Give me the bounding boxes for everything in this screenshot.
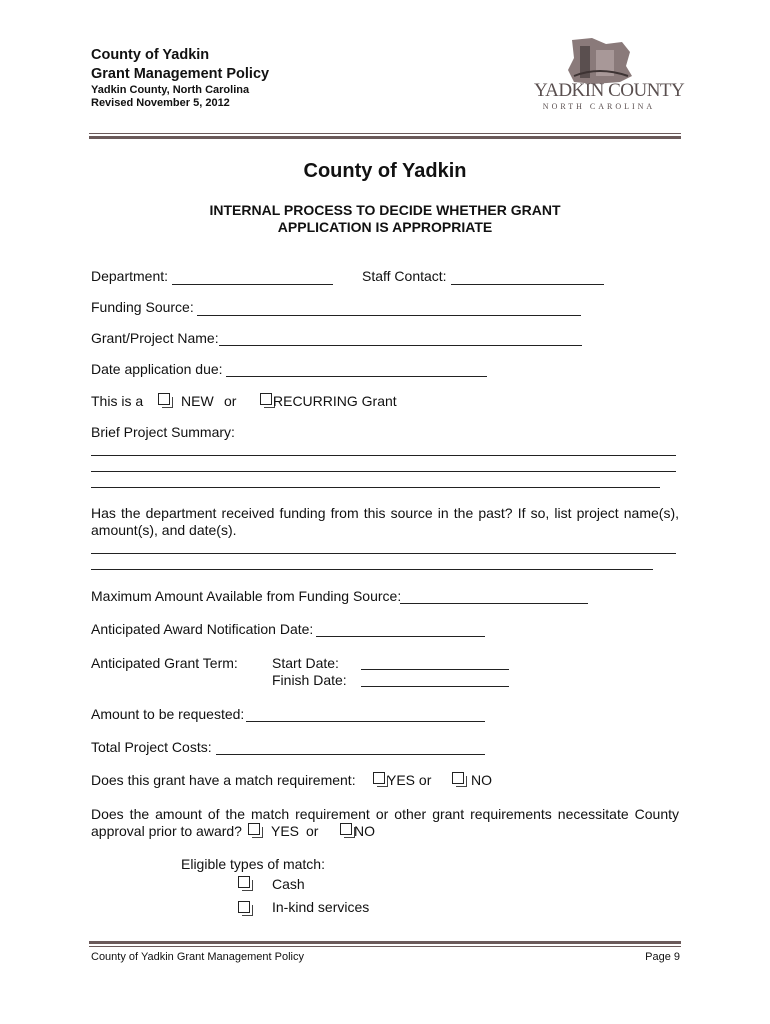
recurring-label: RECURRING Grant: [273, 393, 397, 409]
match-yes-checkbox[interactable]: [373, 772, 385, 784]
recurring-checkbox[interactable]: [260, 393, 272, 405]
page-number: Page 9: [645, 951, 680, 963]
project-name-field[interactable]: [219, 345, 582, 346]
subtitle-line-1: INTERNAL PROCESS TO DECIDE WHETHER GRANT: [209, 202, 561, 218]
or-label: or: [224, 393, 237, 409]
funding-source-field[interactable]: [197, 315, 581, 316]
grant-type-label: This is a: [91, 393, 144, 409]
approval-no-checkbox[interactable]: [340, 823, 352, 835]
in-kind-checkbox[interactable]: [238, 901, 250, 913]
summary-label: Brief Project Summary:: [91, 424, 235, 440]
date-due-field[interactable]: [226, 376, 487, 377]
department-label: Department:: [91, 268, 169, 284]
finish-date-label: Finish Date:: [272, 672, 347, 688]
summary-line-3[interactable]: [91, 487, 660, 488]
total-costs-label: Total Project Costs:: [91, 739, 212, 755]
header-location: Yadkin County, North Carolina: [91, 84, 250, 96]
logo-subtitle: NORTH CAROLINA: [542, 102, 656, 111]
footer-rule-thin: [89, 946, 681, 947]
logo-title: YADKIN COUNTY: [534, 80, 685, 101]
total-costs-field[interactable]: [216, 754, 485, 755]
new-checkbox[interactable]: [158, 393, 170, 405]
max-amount-label: Maximum Amount Available from Funding Source:: [91, 588, 402, 604]
staff-contact-label: Staff Contact:: [362, 268, 447, 284]
match-no-checkbox[interactable]: [452, 772, 464, 784]
match-no-label: NO: [471, 772, 492, 788]
eligible-types-label: Eligible types of match:: [181, 856, 325, 872]
subtitle-line-2: APPLICATION IS APPROPRIATE: [277, 219, 493, 235]
header-revised: Revised November 5, 2012: [91, 97, 230, 109]
in-kind-label: In-kind services: [272, 899, 370, 915]
county-approval-question: [91, 806, 679, 840]
summary-line-2[interactable]: [91, 471, 676, 472]
start-date-field[interactable]: [361, 669, 509, 670]
amount-requested-label: Amount to be requested:: [91, 706, 245, 722]
past-funding-line-2[interactable]: [91, 569, 653, 570]
notification-date-field[interactable]: [316, 636, 485, 637]
header-policy: Grant Management Policy: [91, 66, 270, 82]
funding-source-label: Funding Source:: [91, 299, 194, 315]
grant-term-label: Anticipated Grant Term:: [91, 655, 238, 671]
header-county: County of Yadkin: [91, 47, 210, 63]
new-label: NEW: [181, 393, 214, 409]
max-amount-field[interactable]: [400, 603, 588, 604]
footer-title: County of Yadkin Grant Management Policy: [91, 951, 304, 963]
footer-rule-thick: [89, 941, 681, 944]
approval-no-label: NO: [354, 823, 375, 839]
header-rule-thick: [89, 136, 681, 139]
start-date-label: Start Date:: [272, 655, 339, 671]
past-funding-line-1[interactable]: [91, 553, 676, 554]
county-approval-text: Does the amount of the match requirement or other grant requirements necessitate County approval prior to award?: [91, 806, 679, 839]
cash-label: Cash: [272, 876, 305, 892]
project-name-label: Grant/Project Name:: [91, 330, 219, 346]
match-requirement-label: Does this grant have a match requirement:: [91, 772, 356, 788]
notification-date-label: Anticipated Award Notification Date:: [91, 621, 314, 637]
header-rule-thin: [89, 133, 681, 134]
staff-contact-field[interactable]: [451, 284, 604, 285]
cash-checkbox[interactable]: [238, 876, 250, 888]
summary-line-1[interactable]: [91, 455, 676, 456]
approval-yes-label: YES: [271, 823, 300, 839]
finish-date-field[interactable]: [361, 686, 509, 687]
department-field[interactable]: [172, 284, 333, 285]
page-title: County of Yadkin: [303, 160, 467, 182]
date-due-label: Date application due:: [91, 361, 223, 377]
past-funding-question: Has the department received funding from this source in the past? If so, list project name(s), amount(s), and date(s).: [91, 505, 679, 538]
approval-yes-checkbox[interactable]: [248, 823, 260, 835]
approval-or-label: or: [306, 823, 319, 839]
match-yes-label: YES or: [387, 772, 432, 788]
amount-requested-field[interactable]: [246, 721, 485, 722]
